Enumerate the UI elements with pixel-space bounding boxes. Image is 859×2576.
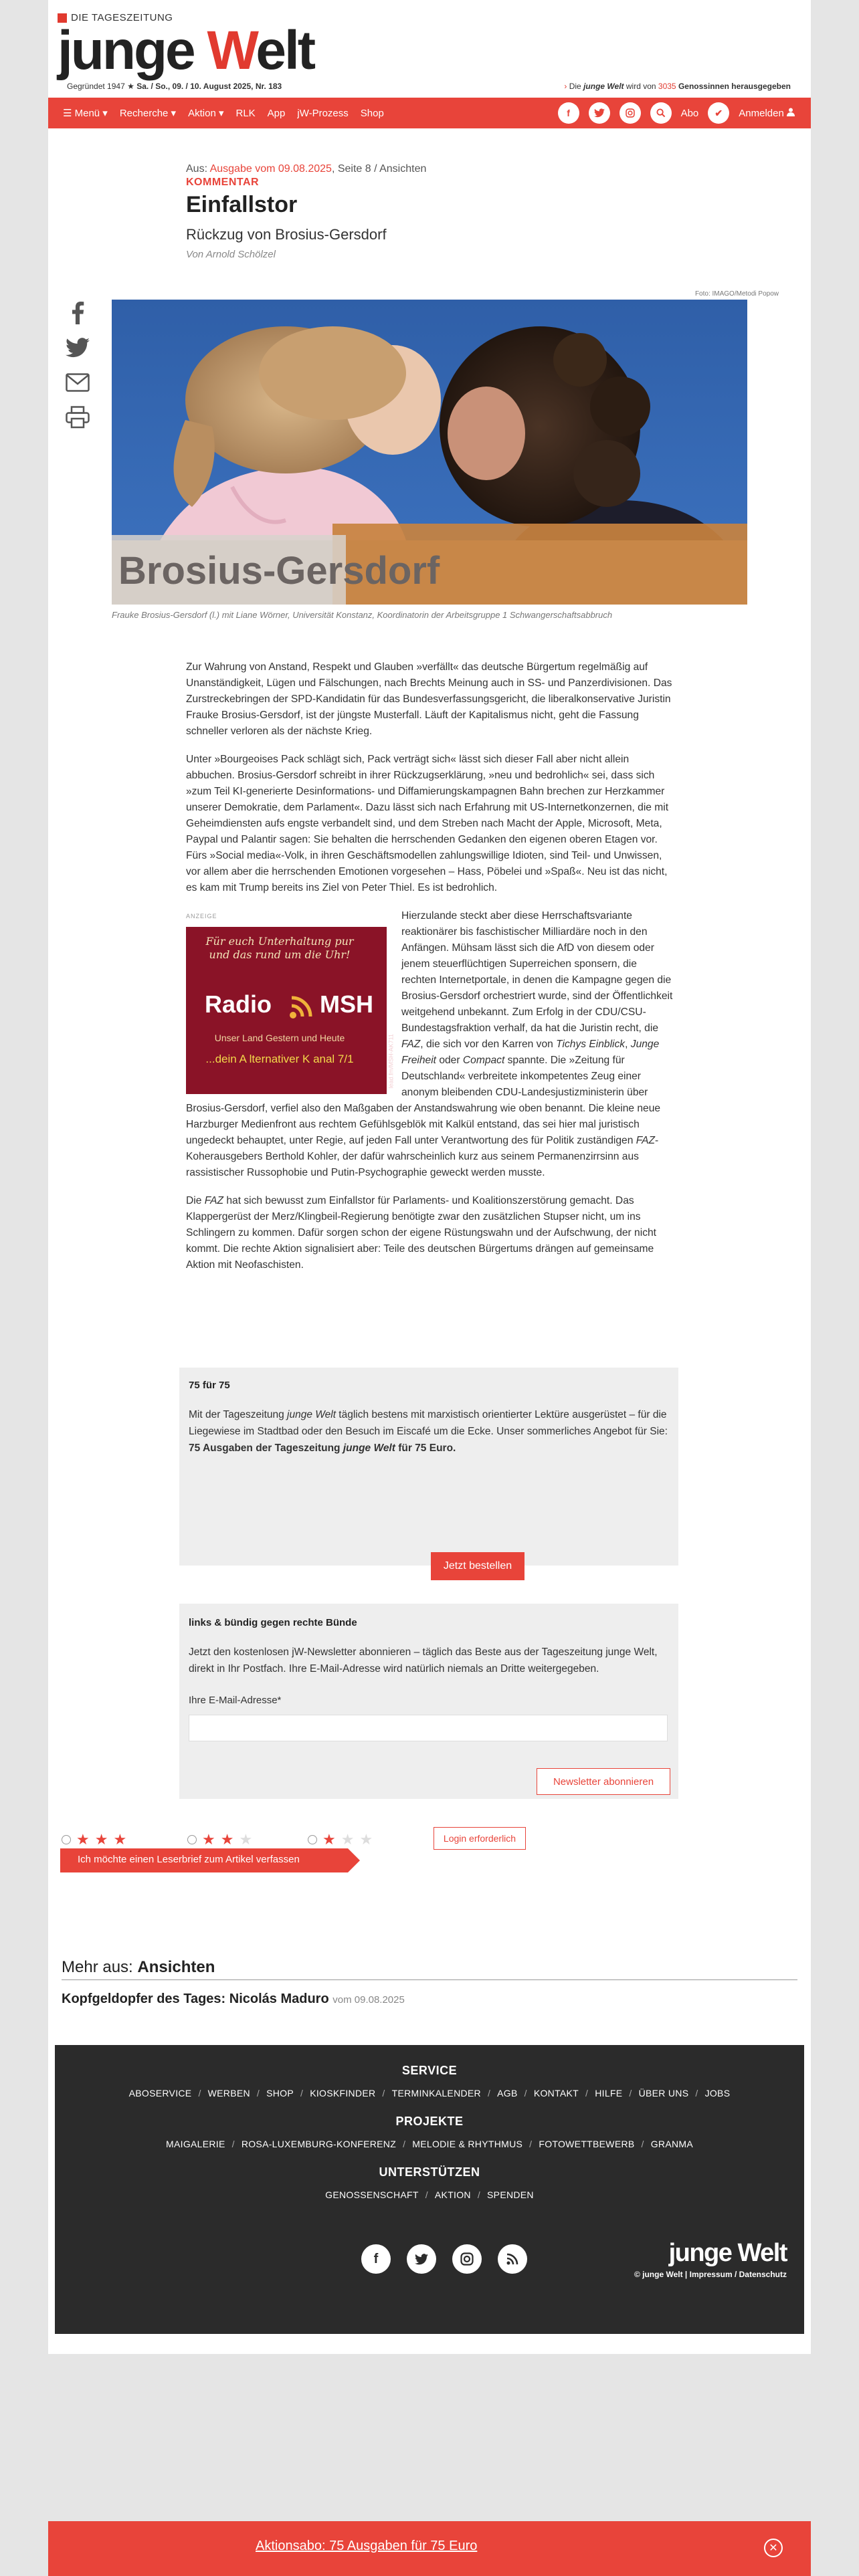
ad-bottom-line: ...dein A lternativer K anal 7/1 (205, 1053, 354, 1065)
newsletter-subscribe-button[interactable]: Newsletter abonnieren (537, 1768, 670, 1795)
rating-option-2[interactable] (187, 1832, 252, 1847)
login-link[interactable]: Anmelden (739, 108, 795, 119)
footer-service-link[interactable]: AGB (497, 2088, 518, 2099)
rating-radio[interactable] (62, 1835, 71, 1844)
footer-copyright[interactable]: © junge Welt | Impressum / Datenschutz (634, 2270, 787, 2279)
nav-rlk[interactable]: RLK (235, 107, 256, 119)
ad-label: ANZEIGE (186, 913, 217, 920)
footer-support-link[interactable]: AKTION (434, 2189, 471, 2200)
more-from-section: Mehr aus: Ansichten (62, 1958, 215, 1976)
article-author: Von Arnold Schölzel (186, 249, 276, 260)
nav-menu[interactable]: ☰ Menü ▾ (63, 108, 108, 119)
separator: / (256, 2088, 260, 2099)
separator: / (629, 2088, 632, 2099)
ad-slogan: Unser Land Gestern und Heute (214, 1033, 345, 1043)
footer-project-link[interactable]: FOTOWETTBEWERB (539, 2139, 635, 2149)
newsletter-box (179, 1604, 678, 1799)
tagline: DIE TAGESZEITUNG (58, 12, 314, 23)
paragraph-2: Unter »Bourgeoises Pack schlägt sich, Pack verträgt sich« lässt sich dieser Fall aber nicht allein abbuchen. Brosius-Gersdorf schreibt in ihrer Rückzugserklärung, »neu und bedrohlich« sei, dass sich »zum Teil KI-generierte Desinformations- und Diffamierungskampagnen Bahn brechen zur Herzkammer unserer Demokratie, dem Parlament«. Dazu lässt sich nach Erfahrung mit US-Internetkonzernen, die mit Geheimdiensten aufs engste verbandelt sind, und dem Streben nach Macht der Apple, Microsoft, Meta, Paypal und Palantir sagen: Sie behalten die herrschenden Gedanken den eigenen oberen Etagen vor. Fürs »Social media«-Volk, in ihren Geschäftsmodellen zahlungswillige Idioten, sind Teil- und Unwissen, vor allem aber die herrschenden Emotionen vorgesehen – Hass, Pöbelei und »Spaß«. Neu ist das nicht, es kam mit Trump bereits ins Ziel von Peter Thiel. Es ist bedrohlich. (186, 754, 669, 893)
separator: / (477, 2189, 481, 2200)
footer-service-link[interactable]: KONTAKT (533, 2088, 579, 2099)
footer-support-link[interactable]: GENOSSENSCHAFT (325, 2189, 419, 2200)
footer-project-link[interactable]: ROSA-LUXEMBURG-KONFERENZ (241, 2139, 397, 2149)
paragraph-3: Hierzulande steckt aber diese Herrschaftsvariante reaktionärer bis faschistischer Milliardäre noch in den Anfängen. Mühsam lässt sich die AfD von diesem oder jenem steuerflüchtigen Superreichen sponsern, die rechten Internetportale, in denen die Kampagne gegen die Brosius-Gersdorf orchestriert wurde, sind der Öffentlichkeit weitgehend unbekannt. Zum Erfolg in der CDU/CSU-Bundestagsfraktion verhalf, da hat die Juristin recht, die FAZ, die sich vor den Karren von Tichys Einblick, Junge Freiheit oder Compact spannte. Die »Zeitung für Deutschland« verbreitete inkompetentes Zeug einer anonym bleibenden CDU-Landesjustizministerin über Brosius-Gersdorf, verfiel also den Maßgaben der Anstandswahrung wie oben benannt. Die kleine neue Harzburger Medienfront aus rechtem Gefühlsgeblök mit Kalkül entstand, das sei hier mal juristisch ungedeckt behauptet, unter Regie, auf jeden Fall unter Verantwortung des für Politik zuständigen FAZ-Koherausgebers Berthold Kohler, der dafür wahrscheinlich kurz aus seinem Permanenzirrsinn aus rassistischer Russophobie und Putin-Psychographie geweckt werden musste. (186, 910, 673, 1178)
star-icon: ★ (94, 1831, 108, 1848)
separator: / (382, 2088, 385, 2099)
footer-facebook-icon[interactable]: f (361, 2244, 391, 2274)
ad-brand-suffix: MSH (320, 990, 373, 1018)
promo-text: Mit der Tageszeitung junge Welt täglich bestens mit marxistisch orientierter Lektüre ausgerüstet – für die Liegewiese im Stadtbad oder den Besuch im Eiscafé um die Ecke. Unser sommerliches Angebot für Sie: 75 Ausgaben der Tageszeitung junge Welt für 75 Euro. (189, 1409, 668, 1454)
article-meta: Aus: Ausgabe vom 09.08.2025, Seite 8 / Ansichten (186, 163, 427, 175)
instagram-icon[interactable] (619, 102, 641, 124)
ad-banner[interactable] (186, 908, 394, 1094)
star-icon: ★ (202, 1831, 215, 1848)
footer-service-links (55, 2088, 804, 2099)
separator: / (641, 2139, 644, 2149)
email-input[interactable] (189, 1715, 668, 1741)
paragraph-4: Die FAZ hat sich bewusst zum Einfallstor für Parlaments- und Koalitionszerstörung gemacht. Das Klappergerüst der Merz/Klingbeil-Regierung benötigte zwar den zusätzlichen Stupser nicht, um ins Schlingern zu kommen. Dafür sorgen schon der eigene Rüstungswahn und der Aufschwung, der nicht kommt. Die rechte Aktion signalisiert aber: Teile des deutschen Bürgertums drängen auf gemeinsame Aktion mit Neofaschisten. (186, 1195, 656, 1271)
footer-service-link[interactable]: ABOSERVICE (128, 2088, 192, 2099)
article-header (186, 163, 674, 260)
checkmark-icon[interactable]: ✔ (708, 102, 729, 124)
founded-issue: Gegründet 1947 ★ Sa. / So., 09. / 10. August 2025, Nr. 183 (67, 82, 282, 91)
ad-brand: Radio (205, 990, 272, 1018)
logo-wordmark: junge Welt (58, 20, 314, 81)
separator: / (198, 2088, 201, 2099)
site-footer (55, 2045, 804, 2334)
sticky-promo-link[interactable]: Aktionsabo: 75 Ausgaben für 75 Euro (256, 2539, 478, 2553)
ad-side-text: lead.fm/MSH-AK711 (387, 1034, 394, 1089)
star-icon: ★ (239, 1831, 253, 1848)
print-icon[interactable] (64, 404, 91, 431)
promo-box (179, 1368, 678, 1572)
star-icon: ★ (220, 1831, 234, 1848)
nav-jw-prozess[interactable]: jW-Prozess (297, 107, 349, 119)
abo-link[interactable]: Abo (680, 107, 699, 119)
separator: / (529, 2139, 533, 2149)
site-logo[interactable] (58, 12, 314, 81)
article-photo (112, 300, 747, 605)
footer-service-link[interactable]: ÜBER UNS (638, 2088, 689, 2099)
rating-radio[interactable] (308, 1835, 317, 1844)
share-twitter-icon[interactable] (64, 334, 91, 361)
star-icon: ★ (341, 1831, 355, 1848)
share-facebook-icon[interactable] (64, 300, 91, 326)
issue-link[interactable]: Ausgabe vom 09.08.2025 (209, 163, 332, 175)
share-email-icon[interactable] (64, 369, 91, 396)
separator: / (695, 2088, 698, 2099)
nameplate-text: Brosius-Gersdorf (118, 549, 440, 593)
footer-service-link[interactable]: KIOSKFINDER (310, 2088, 376, 2099)
footer-project-link[interactable]: GRANMA (650, 2139, 693, 2149)
footer-service-link[interactable]: JOBS (704, 2088, 731, 2099)
separator: / (300, 2088, 304, 2099)
footer-project-link[interactable]: MAIGALERIE (166, 2139, 225, 2149)
footer-support-title: UNTERSTÜTZEN (379, 2165, 480, 2179)
footer-projects-title: PROJEKTE (395, 2115, 464, 2128)
photo-caption: Frauke Brosius-Gersdorf (l.) mit Liane Wörner, Universität Konstanz, Koordinatorin der Arbeitsgruppe 1 Schwangerschaftsabbruch (112, 610, 613, 620)
main-navbar (48, 98, 811, 128)
separator: / (231, 2139, 235, 2149)
footer-logo[interactable]: junge Welt (668, 2239, 787, 2267)
twitter-icon[interactable] (589, 102, 610, 124)
footer-service-link[interactable]: WERBEN (207, 2088, 250, 2099)
email-label: Ihre E-Mail-Adresse* (189, 1695, 282, 1706)
radio-signal-icon (286, 991, 317, 1027)
footer-project-link[interactable]: MELODIE & RHYTHMUS (412, 2139, 523, 2149)
user-icon (787, 108, 795, 119)
article-body (186, 659, 674, 1285)
sticky-promo-bar (48, 2521, 811, 2576)
section-link[interactable]: Ansichten (137, 1958, 215, 1976)
star-icon: ★ (359, 1831, 373, 1848)
nav-shop[interactable]: Shop (360, 107, 384, 119)
footer-support-link[interactable]: SPENDEN (487, 2189, 534, 2200)
article-title: Einfallstor (186, 192, 298, 217)
page (48, 0, 811, 2354)
footer-service-link[interactable]: HILFE (595, 2088, 623, 2099)
rating-option-1[interactable] (308, 1832, 373, 1847)
separator: / (425, 2189, 428, 2200)
rating-option-3[interactable] (62, 1832, 126, 1847)
facebook-icon[interactable]: f (558, 102, 579, 124)
publisher-note[interactable]: › Die junge Welt wird von 3035 Genossinnen herausgegeben (564, 82, 791, 91)
footer-service-link[interactable]: SHOP (266, 2088, 294, 2099)
article-kicker: KOMMENTAR (186, 177, 260, 188)
footer-twitter-icon[interactable] (407, 2244, 436, 2274)
separator: / (487, 2088, 491, 2099)
related-article-link[interactable]: Kopfgeldopfer des Tages: Nicolás Maduro vom 09.08.2025 (62, 1992, 405, 2006)
order-button[interactable]: Jetzt bestellen (431, 1552, 524, 1580)
share-bar (64, 300, 91, 439)
photo-credit: Foto: IMAGO/Metodi Popow (694, 290, 779, 298)
reader-letter-button[interactable] (60, 1848, 360, 1872)
footer-support-links (55, 2189, 804, 2200)
star-icon: ★ (113, 1831, 127, 1848)
search-icon[interactable] (650, 102, 672, 124)
article-subtitle: Rückzug von Brosius-Gersdorf (186, 226, 387, 243)
separator: / (585, 2088, 589, 2099)
star-icon: ★ (322, 1831, 336, 1848)
rating-radio[interactable] (187, 1835, 197, 1844)
promo-title: 75 für 75 (189, 1380, 230, 1391)
footer-instagram-icon[interactable] (452, 2244, 482, 2274)
separator: / (524, 2088, 527, 2099)
footer-projects-links (55, 2139, 804, 2149)
paragraph-1: Zur Wahrung von Anstand, Respekt und Glauben »verfällt« das deutsche Bürgertum regelmäßig auf Unanständigkeit, Lügen und Fälschungen, nach Brechts Meinung auch in SS- und Panzerdivisionen. Das Zurstreckebringen der SPD-Kandidatin für das Bundesverfassungsgericht, die liberalkonservative Juristin Frauke Brosius-Gersdorf, ist der jüngste Musterfall. Läuft der Kapitalismus nicht, geht die Fassung schneller verloren als der nächste Krieg. (186, 661, 672, 737)
newsletter-text: Jetzt den kostenlosen jW-Newsletter abonnieren – täglich das Beste aus der Tageszeitung junge Welt, direkt in Ihr Postfach. Ihre E-Mail-Adresse wird natürlich niemals an Dritte weitergegeben. (189, 1646, 658, 1675)
close-icon[interactable]: ✕ (764, 2539, 783, 2557)
login-required-button[interactable]: Login erforderlich (434, 1827, 526, 1850)
nav-recherche[interactable]: Recherche ▾ (119, 108, 177, 119)
ad-headline: Für euch Unterhaltung pur und das rund um die Uhr! (205, 935, 354, 961)
footer-service-link[interactable]: TERMINKALENDER (391, 2088, 481, 2099)
separator: / (403, 2139, 406, 2149)
divider (62, 1979, 797, 1980)
nav-aktion[interactable]: Aktion ▾ (188, 108, 224, 119)
footer-rss-icon[interactable] (498, 2244, 527, 2274)
footer-service-title: SERVICE (401, 2064, 458, 2077)
nav-app[interactable]: App (267, 107, 286, 119)
newsletter-title: links & bündig gegen rechte Bünde (189, 1617, 357, 1628)
reader-letter-label: Ich möchte einen Leserbrief zum Artikel verfassen (78, 1854, 300, 1865)
star-icon: ★ (76, 1831, 90, 1848)
